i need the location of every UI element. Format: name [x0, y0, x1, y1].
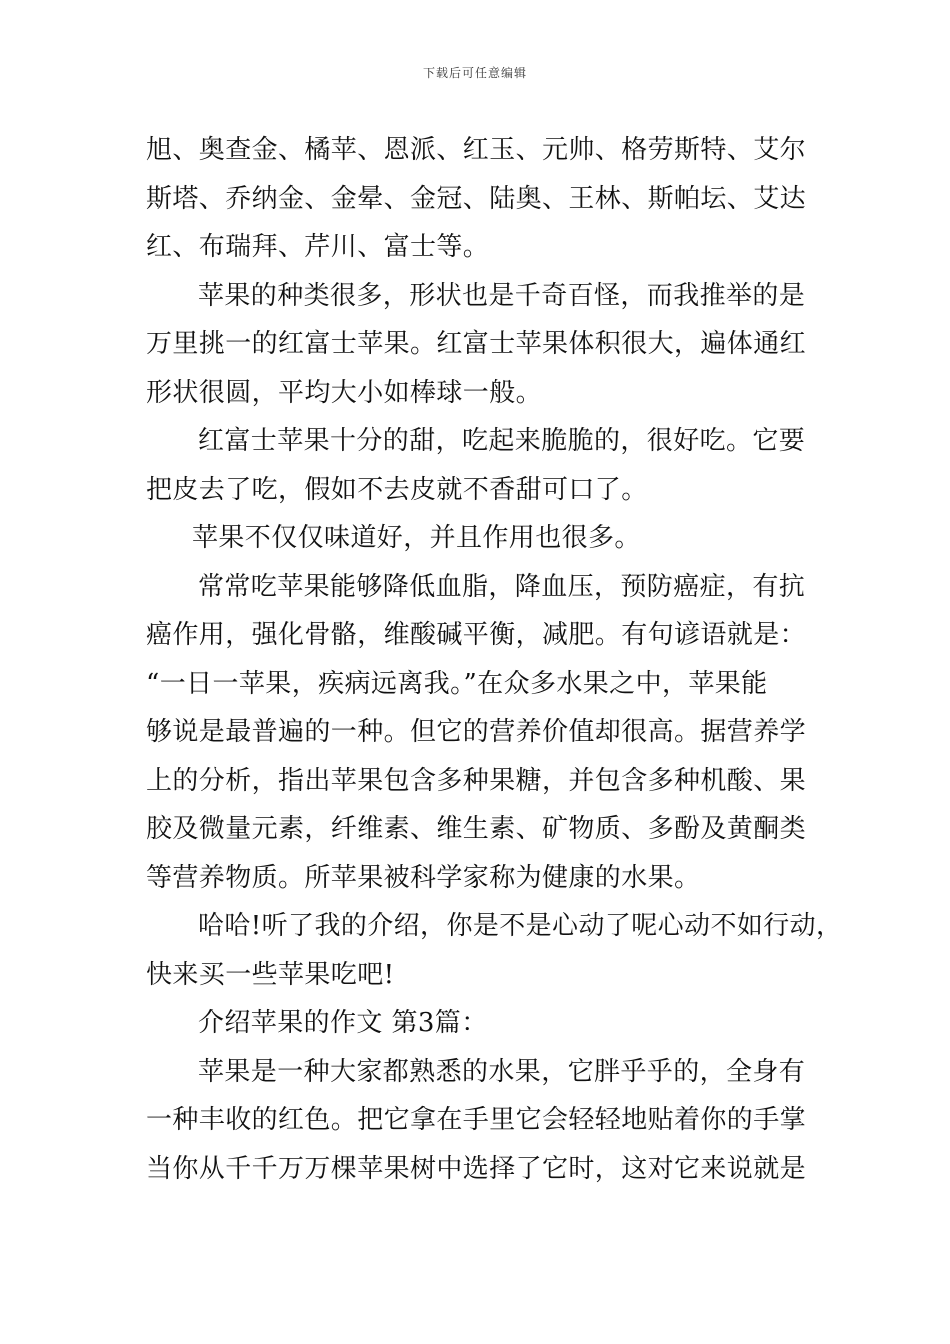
paragraph-start-line: 苹果的种类很多，形状也是千奇百怪，而我推举的是	[198, 280, 806, 311]
text-line: 癌作用，强化骨骼，维酸碱平衡，减肥。有句谚语就是：	[146, 620, 807, 650]
text-line: 快来买一些苹果吃吧!	[146, 959, 395, 990]
paragraph-start-line: 苹果不仅仅味道好，并且作用也很多。	[192, 523, 641, 553]
text-line: 一种丰收的红色。把它拿在手里它会轻轻地贴着你的手掌	[146, 1105, 807, 1135]
text-line: 胶及微量元素，纤维素、维生素、矿物质、多酚及黄酮类	[146, 814, 807, 844]
paragraph-start-line: 苹果是一种大家都熟悉的水果，它胖乎乎的，全身有	[198, 1056, 806, 1087]
text-line: 够说是最普遍的一种。但它的营养价值却很高。据营养学	[146, 717, 807, 747]
document-body	[146, 126, 843, 1193]
text-line: 等营养物质。所苹果被科学家称为健康的水果。	[146, 862, 701, 893]
text-line: 旭、奥查金、橘苹、恩派、红玉、元帅、格劳斯特、艾尔	[146, 135, 807, 165]
text-line: 把皮去了吃，假如不去皮就不香甜可口了。	[146, 474, 648, 505]
section-heading: 介绍苹果的作文 第3篇：	[198, 1008, 488, 1038]
text-line: 万里挑一的红富士苹果。红富士苹果体积很大，遍体通红	[146, 329, 807, 359]
text-line: 形状很圆，平均大小如棒球一般。	[146, 377, 543, 408]
text-line: 红、布瑞拜、芹川、富士等。	[146, 232, 490, 262]
paragraph-start-line: 哈哈!听了我的介绍，你是不是心动了呢心动不如行动，	[198, 911, 843, 941]
paragraph-start-line: 常常吃苹果能够降低血脂，降血压，预防癌症，有抗	[198, 571, 806, 602]
text-line: 上的分析，指出苹果包含多种果糖，并包含多种机酸、果	[146, 765, 807, 796]
text-line: 斯塔、乔纳金、金晕、金冠、陆奥、王林、斯帕坛、艾达	[146, 183, 807, 214]
page-header: 下载后可任意编辑	[422, 66, 527, 80]
text-line: 当你从千千万万棵苹果树中选择了它时，这对它来说就是	[146, 1153, 807, 1184]
text-line: “一日一苹果，疾病远离我。”在众多水果之中，苹果能	[146, 668, 768, 699]
paragraph-start-line: 红富士苹果十分的甜，吃起来脆脆的，很好吃。它要	[198, 426, 806, 456]
